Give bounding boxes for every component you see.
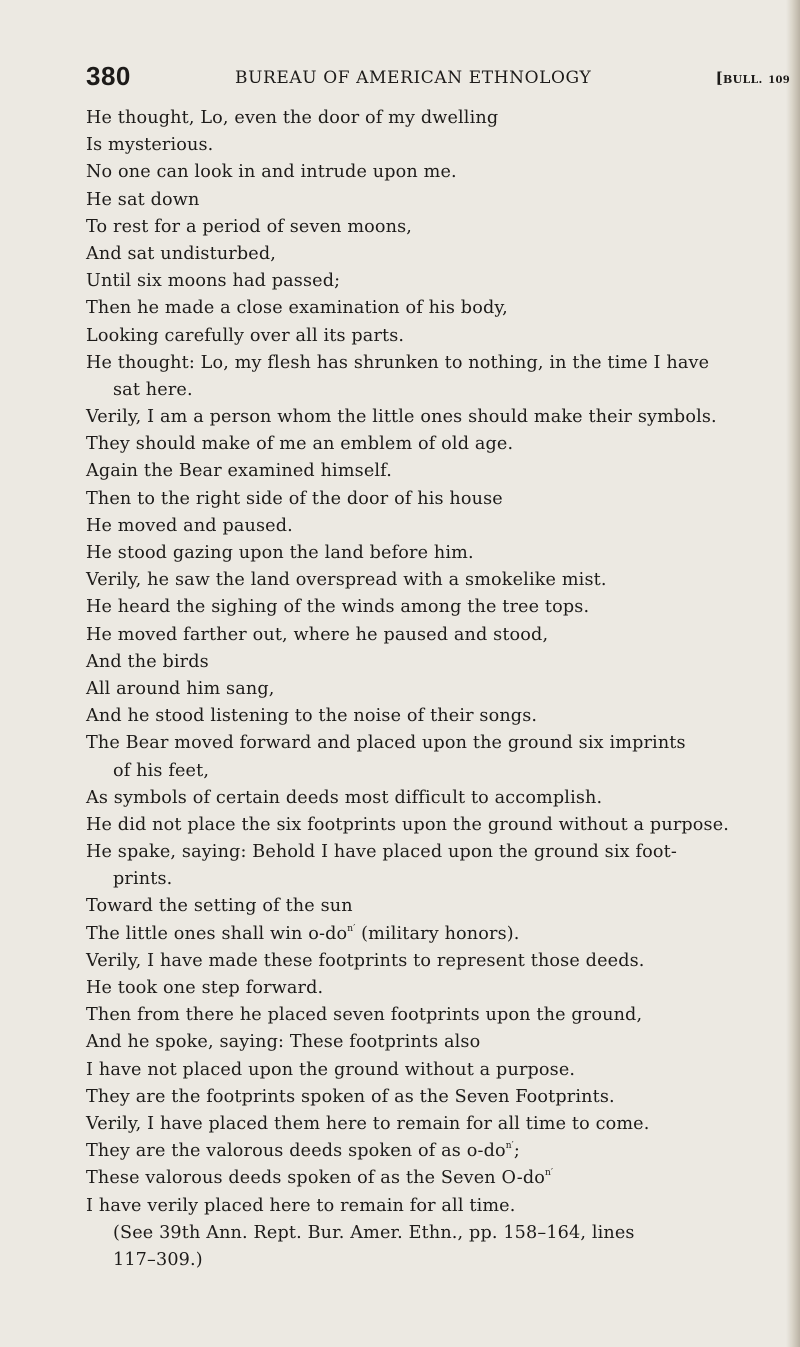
- text-line: No one can look in and intrude upon me.: [86, 162, 457, 183]
- text-line: [86, 1165, 792, 1192]
- text-line: And he spoke, saying: These footprints also: [86, 1032, 481, 1053]
- text-line: Verily, I have placed them here to remain for all time to come.: [86, 1113, 650, 1134]
- text-line: They are the footprints spoken of as the Seven Footprints.: [86, 1086, 615, 1107]
- text-line: I have verily placed here to remain for all time.: [86, 1195, 516, 1216]
- text-line: Looking carefully over all its parts.: [86, 325, 405, 346]
- text-segment: (military honors).: [355, 923, 520, 944]
- text-line: [86, 1138, 792, 1165]
- bulletin-label: BULL.: [722, 73, 763, 86]
- text-line-continuation: prints.: [113, 869, 173, 890]
- text-line: Then he made a close examination of his body,: [86, 298, 508, 319]
- nasal-superscript: n′: [505, 1141, 514, 1152]
- text-line: He thought: Lo, my flesh has shrunken to nothing, in the time I have: [86, 352, 710, 373]
- text-line: Verily, I am a person whom the little ones should make their symbols.: [86, 407, 717, 428]
- text-line: Verily, I have made these footprints to represent those deeds.: [86, 950, 645, 971]
- text-line: He thought, Lo, even the door of my dwelling: [86, 108, 499, 128]
- bulletin-reference: [716, 69, 790, 87]
- running-head: [86, 61, 790, 91]
- text-line: He stood gazing upon the land before him.: [86, 543, 474, 563]
- text-line: Verily, he saw the land overspread with a smokelike mist.: [86, 570, 607, 591]
- text-segment: They are the valorous deeds spoken of as o-do: [86, 1141, 506, 1162]
- text-line: Is mysterious.: [86, 135, 214, 156]
- text-line: Until six moons had passed;: [86, 271, 341, 292]
- text-line: All around him sang,: [86, 678, 275, 699]
- text-line: He spake, saying: Behold I have placed upon the ground six foot-: [86, 842, 677, 863]
- text-line: [86, 921, 792, 948]
- text-line: I have not placed upon the ground without a purpose.: [86, 1059, 576, 1080]
- text-line: They should make of me an emblem of old age.: [86, 434, 514, 455]
- text-line: And sat undisturbed,: [86, 243, 276, 264]
- text-line: Toward the setting of the sun: [86, 896, 353, 917]
- text-segment: ;: [513, 1141, 520, 1162]
- text-line: He moved and paused.: [86, 515, 293, 536]
- bulletin-number: 109: [768, 75, 790, 86]
- text-segment: These valorous deeds spoken of as the Seven O-do: [86, 1168, 545, 1189]
- text-line: He did not place the six footprints upon the ground without a purpose.: [86, 814, 730, 835]
- text-line: He sat down: [86, 189, 200, 210]
- citation-line-continuation: 117–309.): [113, 1249, 203, 1270]
- text-line: Then to the right side of the door of his house: [86, 488, 503, 509]
- text-line: And he stood listening to the noise of their songs.: [86, 706, 538, 727]
- text-line: He took one step forward.: [86, 978, 324, 998]
- text-line: Then from there he placed seven footprints upon the ground,: [86, 1005, 643, 1026]
- text-line: As symbols of certain deeds most difficult to accomplish.: [86, 787, 603, 808]
- text-line: To rest for a period of seven moons,: [86, 216, 413, 237]
- text-line: He moved farther out, where he paused and stood,: [86, 624, 549, 645]
- text-line-continuation: sat here.: [113, 379, 193, 400]
- text-line: He heard the sighing of the winds among the tree tops.: [86, 597, 590, 618]
- poem-text: [86, 105, 792, 1274]
- running-title: BUREAU OF AMERICAN ETHNOLOGY: [235, 68, 592, 88]
- citation-line: (See 39th Ann. Rept. Bur. Amer. Ethn., pp. 158–164, lines: [113, 1222, 635, 1243]
- text-line: The Bear moved forward and placed upon the ground six imprints: [86, 733, 686, 754]
- bulletin-bracket: [: [715, 69, 723, 87]
- page-number: 380: [86, 61, 131, 91]
- text-segment: The little ones shall win o-do: [86, 923, 348, 944]
- text-line: And the birds: [86, 651, 209, 672]
- text-line-continuation: of his feet,: [113, 760, 210, 781]
- nasal-superscript: n′: [545, 1168, 554, 1179]
- nasal-superscript: n′: [347, 923, 356, 934]
- text-line: Again the Bear examined himself.: [86, 461, 392, 482]
